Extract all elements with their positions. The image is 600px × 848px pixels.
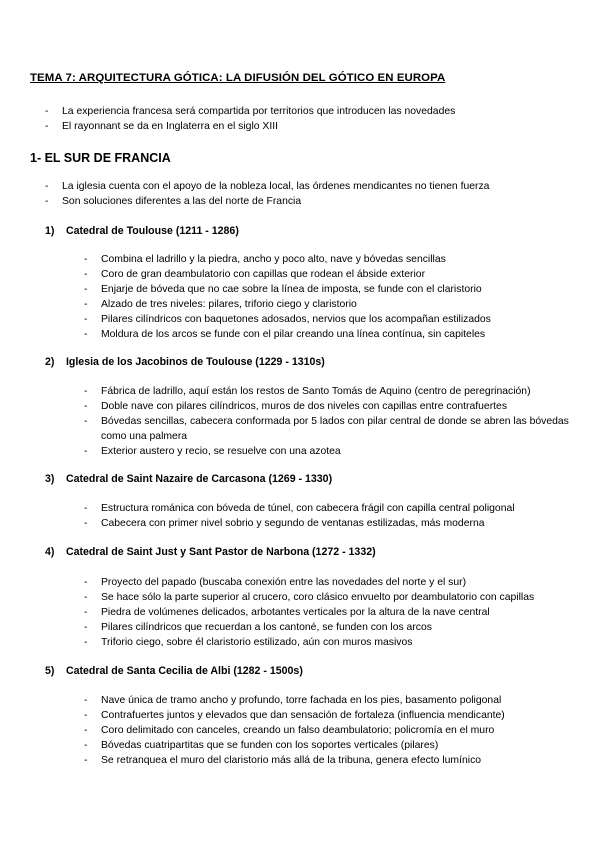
building-heading bbox=[45, 473, 332, 485]
building-number: 4) bbox=[45, 546, 55, 558]
building-number: 1) bbox=[45, 225, 55, 237]
building-items bbox=[84, 575, 584, 650]
building-heading bbox=[45, 225, 239, 237]
building-heading bbox=[45, 546, 376, 558]
list-item: - Exterior austero y recio, se resuelve con una azotea bbox=[84, 444, 584, 459]
building-items bbox=[84, 501, 584, 531]
list-item: - Se retranquea el muro del claristorio más allá de la tribuna, genera efecto lumínico bbox=[84, 753, 584, 768]
list-item: - La experiencia francesa será compartida por territorios que introducen las novedades bbox=[45, 104, 585, 119]
building-items bbox=[84, 384, 584, 459]
building-heading bbox=[45, 665, 303, 677]
list-item: - Proyecto del papado (buscaba conexión entre las novedades del norte y el sur) bbox=[84, 575, 584, 590]
list-item: - Pilares cilíndricos con baquetones adosados, nervios que los acompañan estilizados bbox=[84, 312, 584, 327]
list-item: - Alzado de tres niveles: pilares, triforio ciego y claristorio bbox=[84, 297, 584, 312]
building-title: Catedral de Saint Nazaire de Carcasona (1269 - 1330) bbox=[65, 473, 333, 485]
intro-list bbox=[45, 104, 585, 134]
list-item: - Nave única de tramo ancho y profundo, torre fachada en los pies, basamento poligonal bbox=[84, 693, 584, 708]
page-title: TEMA 7: ARQUITECTURA GÓTICA: LA DIFUSIÓN DEL GÓTICO EN EUROPA bbox=[30, 72, 446, 84]
building-items bbox=[84, 252, 584, 342]
list-item: - Moldura de los arcos se funde con el pilar creando una línea contínua, sin capiteles bbox=[84, 327, 584, 342]
list-item: - Pilares cilíndricos que recuerdan a los cantoné, se funden con los arcos bbox=[84, 620, 584, 635]
list-item: - Enjarje de bóveda que no cae sobre la línea de imposta, se funde con el claristorio bbox=[84, 282, 584, 297]
list-item: - Bóvedas sencillas, cabecera conformada por 5 lados con pilar central de donde se abren las bóvedas como una palmera bbox=[84, 414, 584, 444]
building-number: 2) bbox=[45, 356, 55, 368]
list-item: - Estructura románica con bóveda de túnel, con cabecera frágil con capilla central poligonal bbox=[84, 501, 584, 516]
building-items bbox=[84, 693, 584, 768]
section-bullets bbox=[45, 179, 585, 209]
list-item: - Fábrica de ladrillo, aquí están los restos de Santo Tomás de Aquino (centro de peregrinación) bbox=[84, 384, 584, 399]
list-item: - Se hace sólo la parte superior al crucero, coro clásico envuelto por deambulatorio con capillas bbox=[84, 590, 584, 605]
building-number: 5) bbox=[45, 665, 55, 677]
building-title: Catedral de Toulouse (1211 - 1286) bbox=[65, 225, 239, 237]
building-number: 3) bbox=[45, 473, 55, 485]
building-title: Catedral de Santa Cecilia de Albi (1282 - 1500s) bbox=[65, 665, 303, 677]
list-item: - Bóvedas cuatripartitas que se funden con los soportes verticales (pilares) bbox=[84, 738, 584, 753]
building-heading bbox=[45, 356, 325, 368]
building-title: Catedral de Saint Just y Sant Pastor de Narbona (1272 - 1332) bbox=[65, 546, 376, 558]
building-title: Iglesia de los Jacobinos de Toulouse (1229 - 1310s) bbox=[65, 356, 325, 368]
list-item: - Coro de gran deambulatorio con capillas que rodean el ábside exterior bbox=[84, 267, 584, 282]
list-item: - Doble nave con pilares cilíndricos, muros de dos niveles con capillas entre contrafuertes bbox=[84, 399, 584, 414]
list-item: - Son soluciones diferentes a las del norte de Francia bbox=[45, 194, 585, 209]
list-item: - Coro delimitado con canceles, creando un falso deambulatorio; policromía en el muro bbox=[84, 723, 584, 738]
section-heading: 1- EL SUR DE FRANCIA bbox=[30, 151, 171, 165]
list-item: - Cabecera con primer nivel sobrio y segundo de ventanas estilizadas, más moderna bbox=[84, 516, 584, 531]
list-item: - La iglesia cuenta con el apoyo de la nobleza local, las órdenes mendicantes no tienen fuerza bbox=[45, 179, 585, 194]
list-item: - Piedra de volúmenes delicados, arbotantes verticales por la altura de la nave central bbox=[84, 605, 584, 620]
list-item: - El rayonnant se da en Inglaterra en el siglo XIII bbox=[45, 119, 585, 134]
list-item: - Combina el ladrillo y la piedra, ancho y poco alto, nave y bóvedas sencillas bbox=[84, 252, 584, 267]
list-item: - Triforio ciego, sobre él claristorio estilizado, aún con muros masivos bbox=[84, 635, 584, 650]
list-item: - Contrafuertes juntos y elevados que dan sensación de fortaleza (influencia mendicante) bbox=[84, 708, 584, 723]
